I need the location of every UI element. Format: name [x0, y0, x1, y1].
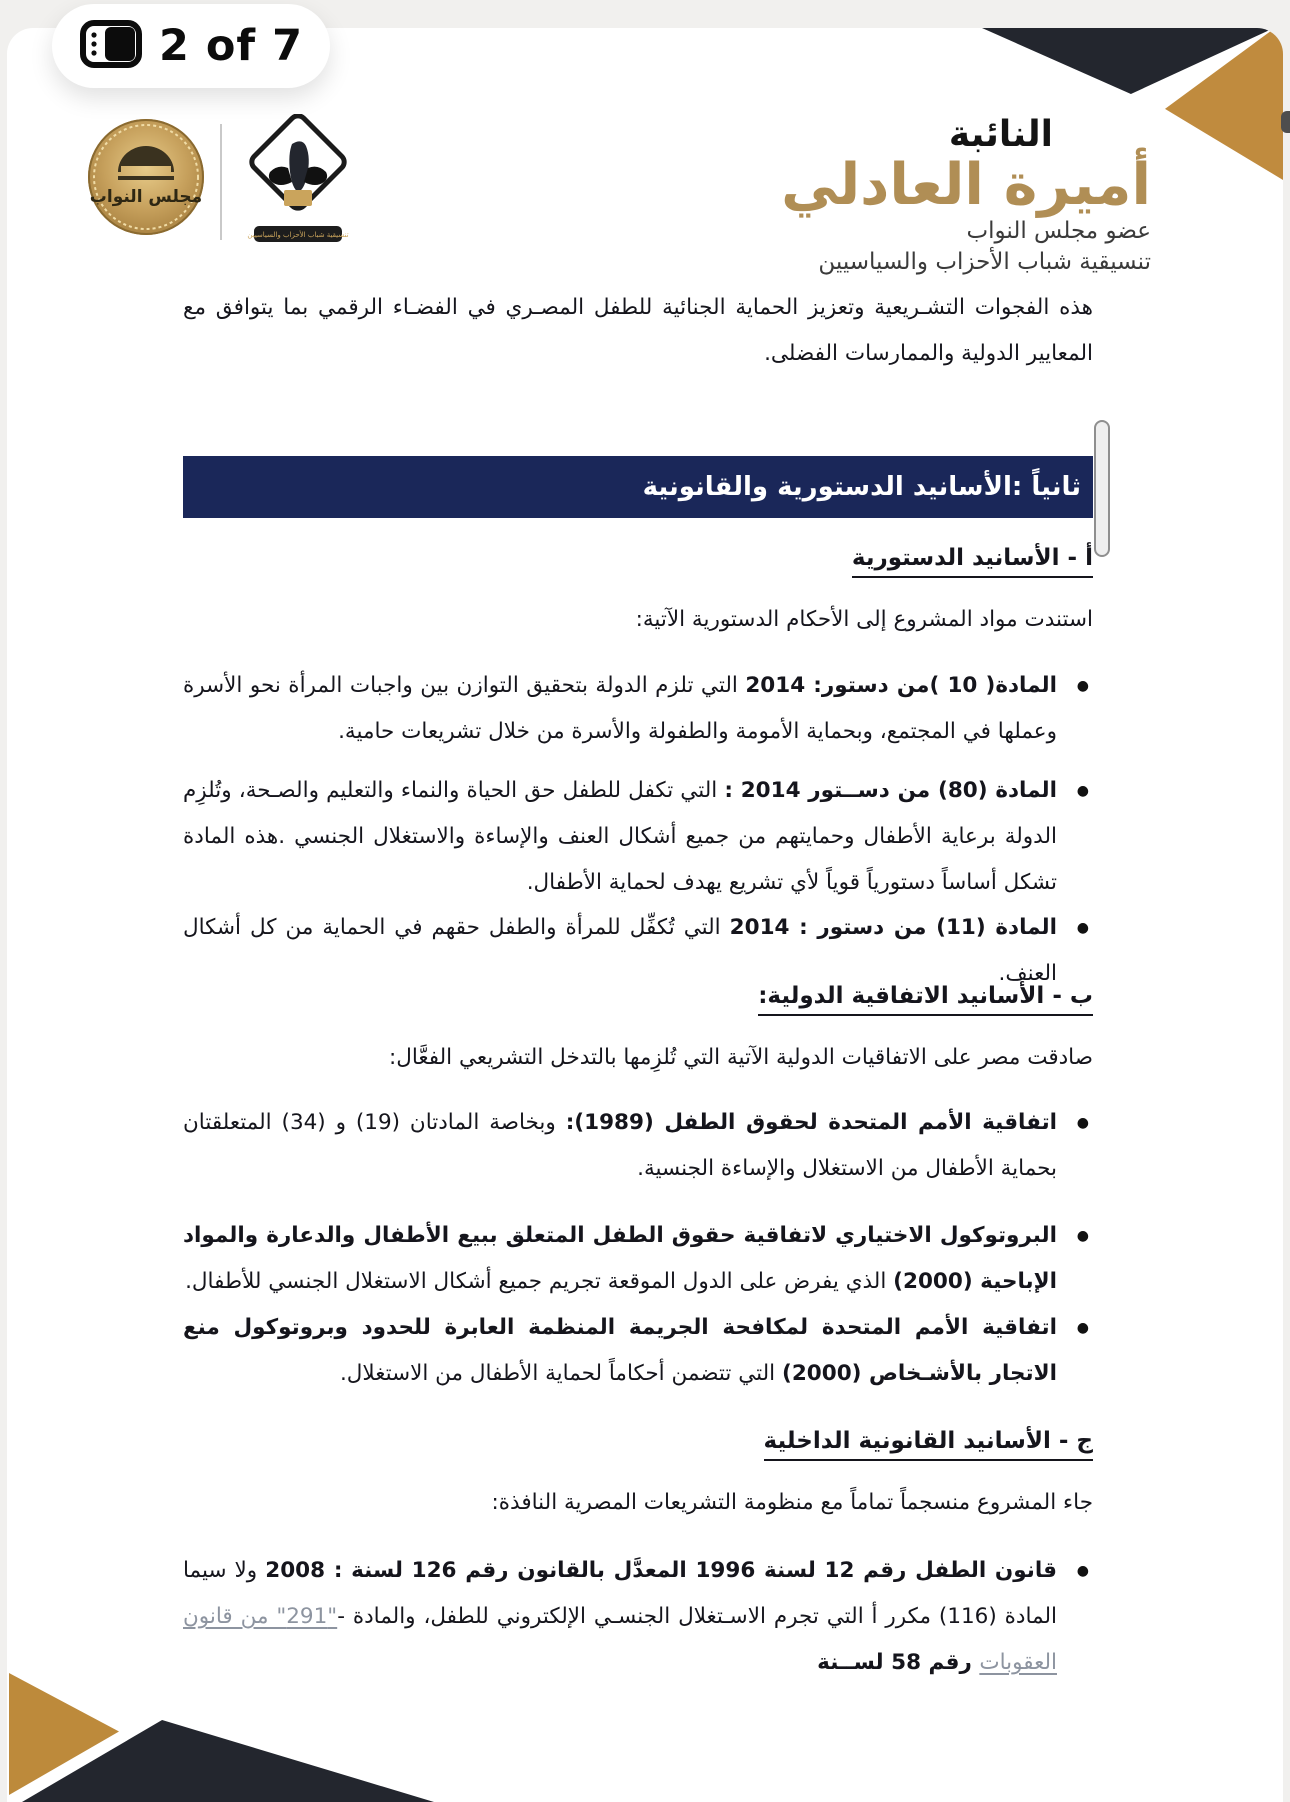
bullet-child-law-12-1996 [183, 1548, 1093, 1686]
mp-subtitle-coalition: تنسيقية شباب الأحزاب والسياسيين [818, 249, 1151, 275]
inline-link[interactable]: "291" من قانون العقوبات [183, 1604, 1057, 1675]
text-segment: التي تتضمن أحكاماً لحماية الأطفال من الاستغلال. [339, 1361, 782, 1386]
text-segment: المادة (11) من دستور : 2014 [729, 915, 1057, 940]
section-b-intro: صادقت مصر على الاتفاقيات الدولية الآتية التي تُلزِمها بالتدخل التشريعي الفعَّال: [388, 1045, 1093, 1070]
seal-text: مجلس النواب [89, 187, 203, 207]
page-thumbnails-icon [79, 18, 143, 74]
text-segment: التي تلزم الدولة بتحقيق التوازن بين واجبات المرأة نحو الأسرة وعملها في المجتمع، وبحماية الأمومة والطفولة والأسرة من خلال تشريعات حامية. [183, 673, 1057, 744]
mp-subtitle-role: عضو مجلس النواب [966, 218, 1151, 244]
text-segment: اتفاقية الأمم المتحدة لحقوق الطفل (1989): [565, 1110, 1058, 1135]
section-banner-title: ثانياً :الأسانيد الدستورية والقانونية [642, 472, 1081, 502]
bullet-optional-protocol-2000 [183, 1213, 1093, 1305]
coalition-diamond-logo [240, 114, 356, 256]
text-segment: اتفاقية الأمم المتحدة لمكافحة الجريمة المنظمة العابرة للحدود وبروتوكول منع الاتجار بالأشـخاص (2000) [183, 1315, 1057, 1386]
text-segment: المادة (80) من دســتور 2014 : [724, 778, 1057, 803]
bullet-untoc-2000 [183, 1305, 1093, 1397]
section-b-heading: ب - الأسانيد الاتفاقية الدولية: [758, 983, 1093, 1016]
bullet-article-10 [183, 663, 1093, 755]
text-segment: التي تُكفِّل للمرأة والطفل حقهم في الحماية من كل أشكال العنف. [183, 915, 1057, 986]
section-a-heading: أ - الأسانيد الدستورية [852, 545, 1093, 578]
text-segment: رقم 58 لســنة [817, 1650, 980, 1675]
text-segment: التي تكفل للطفل حق الحياة والنماء والتعليم والصـحة، وتُلزِم الدولة برعاية الأطفال وحمايتهم من جميع أشكال العنف والإساءة والاستغلال الجنسي .هذه المادة تشكل أساساً دستورياً قوياً لأي تشريع يهدف لحماية الأطفال. [183, 778, 1057, 895]
mp-title-prefix: النائبة [948, 114, 1053, 155]
logo-divider [220, 124, 222, 240]
document-scrollbar-thumb[interactable] [1094, 420, 1110, 557]
parliament-seal-logo [85, 116, 207, 238]
text-segment: قانون الطفل رقم 12 لسنة 1996 المعدَّل بالقانون رقم 126 لسنة : 2008 [265, 1558, 1057, 1583]
mp-name: أميرة العادلي [781, 152, 1151, 218]
text-segment: وبخاصة المادتان (19) و (34) المتعلقتان بحماية الأطفال من الاستغلال والإساءة الجنسية. [183, 1110, 1057, 1181]
document-page [7, 28, 1283, 1802]
page-indicator-label: 2 of 7 [158, 21, 304, 71]
text-segment: المادة( 10 )من دستور: 2014 [745, 673, 1057, 698]
intro-paragraph: هذه الفجوات التشـريعية وتعزيز الحماية الجنائية للطفل المصـري في الفضـاء الرقمي بما يتوافق مع المعايير الدولية والممارسات الفضلى. [183, 295, 1093, 366]
bullet-crc-1989 [183, 1100, 1093, 1192]
section-a-intro: استندت مواد المشروع إلى الأحكام الدستورية الآتية: [635, 607, 1093, 632]
text-segment: ولا سيما المادة (116) مكرر أ التي تجرم الاسـتغلال الجنسـي الإلكتروني للطفل، والمادة - [183, 1558, 1057, 1629]
section-banner [183, 456, 1093, 518]
section-c-intro: جاء المشروع منسجماً تماماً مع منظومة التشريعات المصرية النافذة: [491, 1490, 1093, 1515]
coalition-banner-text: تنسيقية شباب الأحزاب والسياسيين [247, 231, 349, 239]
text-segment: الذي يفرض على الدول الموقعة تجريم جميع أشكال الاستغلال الجنسي للأطفال. [185, 1269, 894, 1294]
page-indicator-pill[interactable] [52, 4, 330, 88]
section-c-heading: ج - الأسانيد القانونية الداخلية [764, 1428, 1093, 1461]
bullet-article-80 [183, 768, 1093, 906]
text-segment: البروتوكول الاختياري لاتفاقية حقوق الطفل المتعلق ببيع الأطفال والدعارة والمواد الإباحية (2000) [183, 1223, 1057, 1294]
viewport-scrollbar-thumb[interactable] [1281, 111, 1290, 133]
